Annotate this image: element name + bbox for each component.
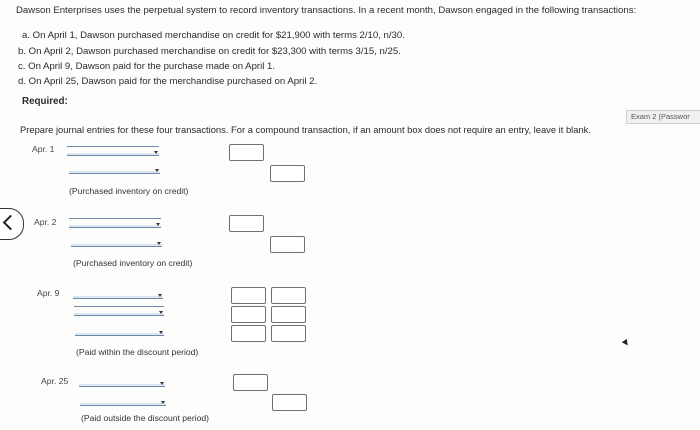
chevron-down-icon xyxy=(158,294,162,297)
chevron-down-icon xyxy=(160,382,164,385)
task-c: c. On April 9, Dawson paid for the purchase made on April 1. xyxy=(18,61,276,72)
debit-amount-input[interactable] xyxy=(231,287,266,304)
entry-note: (Paid within the discount period) xyxy=(76,347,199,357)
chevron-down-icon xyxy=(161,401,165,404)
account-select[interactable] xyxy=(69,163,160,174)
chevron-down-icon xyxy=(156,223,160,226)
task-b: b. On April 2, Dawson purchased merchandise on credit for $23,300 with terms 3/15, n/25. xyxy=(18,46,401,57)
mouse-pointer-icon xyxy=(622,339,630,347)
chevron-down-icon xyxy=(159,311,163,314)
account-select[interactable] xyxy=(67,146,159,156)
credit-amount-input[interactable] xyxy=(270,236,305,253)
problem-intro: Dawson Enterprises uses the perpetual system to record inventory transactions. In a recent month, Dawson engaged in the following transactions: xyxy=(16,5,637,16)
account-select[interactable] xyxy=(80,395,166,406)
account-select[interactable] xyxy=(69,218,161,228)
credit-amount-input[interactable] xyxy=(271,306,306,323)
credit-amount-input[interactable] xyxy=(271,325,306,342)
credit-amount-input[interactable] xyxy=(272,394,307,411)
back-button[interactable] xyxy=(0,208,24,240)
debit-amount-input[interactable] xyxy=(231,306,266,323)
entry-date: Apr. 9 xyxy=(37,288,60,298)
task-d: d. On April 25, Dawson paid for the merchandise purchased on April 2. xyxy=(18,76,318,87)
instructions: Prepare journal entries for these four transactions. For a compound transaction, if an amount box does not require an entry, leave it blank. xyxy=(20,124,591,135)
chevron-down-icon xyxy=(155,169,159,172)
task-a: a. On April 1, Dawson purchased merchandise on credit for $21,900 with terms 2/10, n/30. xyxy=(22,30,405,41)
debit-amount-input[interactable] xyxy=(231,325,266,342)
entry-date: Apr. 25 xyxy=(41,376,69,386)
account-select[interactable] xyxy=(73,288,163,299)
debit-amount-input[interactable] xyxy=(229,144,264,161)
credit-amount-input[interactable] xyxy=(270,165,305,182)
debit-amount-input[interactable] xyxy=(229,215,264,232)
entry-note: (Paid outside the discount period) xyxy=(81,413,210,423)
entry-note: (Purchased inventory on credit) xyxy=(69,186,189,196)
chevron-down-icon xyxy=(159,331,163,334)
account-select[interactable] xyxy=(74,306,164,316)
chevron-left-icon xyxy=(3,215,19,231)
entry-note: (Purchased inventory on credit) xyxy=(73,258,193,268)
entry-date: Apr. 2 xyxy=(34,217,57,227)
debit-amount-input[interactable] xyxy=(233,374,268,391)
chevron-down-icon xyxy=(157,242,161,245)
entry-date: Apr. 1 xyxy=(32,144,55,154)
account-select[interactable] xyxy=(79,376,165,387)
account-select[interactable] xyxy=(75,325,164,336)
credit-amount-input[interactable] xyxy=(271,287,306,304)
exam-tab[interactable]: Exam 2 (Passwor xyxy=(626,110,700,124)
account-select[interactable] xyxy=(71,236,162,247)
chevron-down-icon xyxy=(154,151,158,154)
required-heading: Required: xyxy=(22,96,68,107)
